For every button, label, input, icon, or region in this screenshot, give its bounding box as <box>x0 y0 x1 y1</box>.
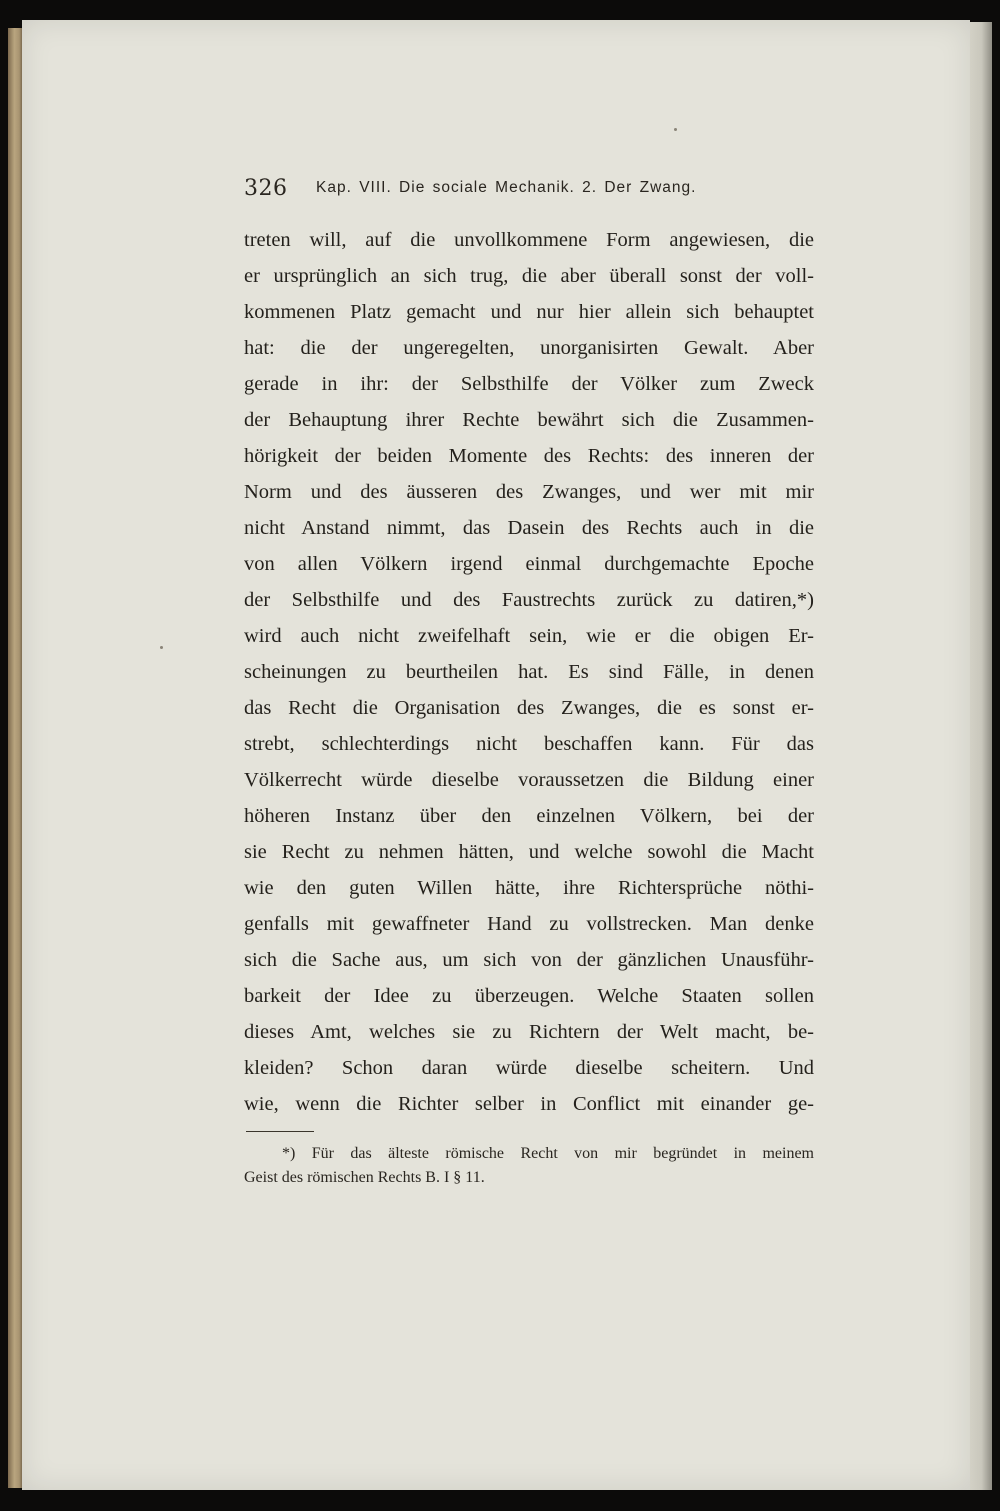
text-line: von allen Völkern irgend einmal durchgemachte Epoche <box>244 553 814 575</box>
text-line: scheinungen zu beurtheilen hat. Es sind Fälle, in denen <box>244 661 814 683</box>
text-line: wie den guten Willen hätte, ihre Richtersprüche nöthi- <box>244 877 814 899</box>
text-line: er ursprünglich an sich trug, die aber überall sonst der voll- <box>244 265 814 287</box>
text-line: nicht Anstand nimmt, das Dasein des Rechts auch in die <box>244 517 814 539</box>
text-line: der Selbsthilfe und des Faustrechts zurück zu datiren,*) <box>244 589 814 611</box>
text-line: der Behauptung ihrer Rechte bewährt sich die Zusammen- <box>244 409 814 431</box>
paper-speck <box>160 646 163 649</box>
text-line: sie Recht zu nehmen hätten, und welche sowohl die Macht <box>244 841 814 863</box>
page-number: 326 <box>244 176 288 201</box>
text-line: kommenen Platz gemacht und nur hier allein sich behauptet <box>244 301 814 323</box>
text-line: Norm und des äusseren des Zwanges, und wer mit mir <box>244 481 814 503</box>
text-line: genfalls mit gewaffneter Hand zu vollstrecken. Man denke <box>244 913 814 935</box>
running-head <box>244 176 824 206</box>
text-line: sich die Sache aus, um sich von der gänzlichen Unausführ- <box>244 949 814 971</box>
text-line: das Recht die Organisation des Zwanges, die es sonst er- <box>244 697 814 719</box>
text-line: hörigkeit der beiden Momente des Rechts: des inneren der <box>244 445 814 467</box>
body-text <box>244 222 814 1122</box>
paper-speck <box>674 128 677 131</box>
text-line: Völkerrecht würde dieselbe voraussetzen die Bildung einer <box>244 769 814 791</box>
text-line: barkeit der Idee zu überzeugen. Welche Staaten sollen <box>244 985 814 1007</box>
running-title: Kap. VIII. Die sociale Mechanik. 2. Der Zwang. <box>316 179 697 196</box>
footnotes <box>244 1142 814 1190</box>
text-line: treten will, auf die unvollkommene Form angewiesen, die <box>244 229 814 251</box>
text-line: wie, wenn die Richter selber in Conflict mit einander ge- <box>244 1093 814 1115</box>
text-line: wird auch nicht zweifelhaft sein, wie er die obigen Er- <box>244 625 814 647</box>
footnote-line: *) Für das älteste römische Recht von mir begründet in meinem <box>282 1145 814 1162</box>
text-line: dieses Amt, welches sie zu Richtern der Welt macht, be- <box>244 1021 814 1043</box>
text-line: höheren Instanz über den einzelnen Völkern, bei der <box>244 805 814 827</box>
text-line: hat: die der ungeregelten, unorganisirten Gewalt. Aber <box>244 337 814 359</box>
text-line: strebt, schlechterdings nicht beschaffen kann. Für das <box>244 733 814 755</box>
footnote-rule <box>246 1131 314 1132</box>
footnote-line: Geist des römischen Rechts B. I § 11. <box>244 1169 485 1186</box>
text-line: gerade in ihr: der Selbsthilfe der Völker zum Zweck <box>244 373 814 395</box>
text-line: kleiden? Schon daran würde dieselbe scheitern. Und <box>244 1057 814 1079</box>
